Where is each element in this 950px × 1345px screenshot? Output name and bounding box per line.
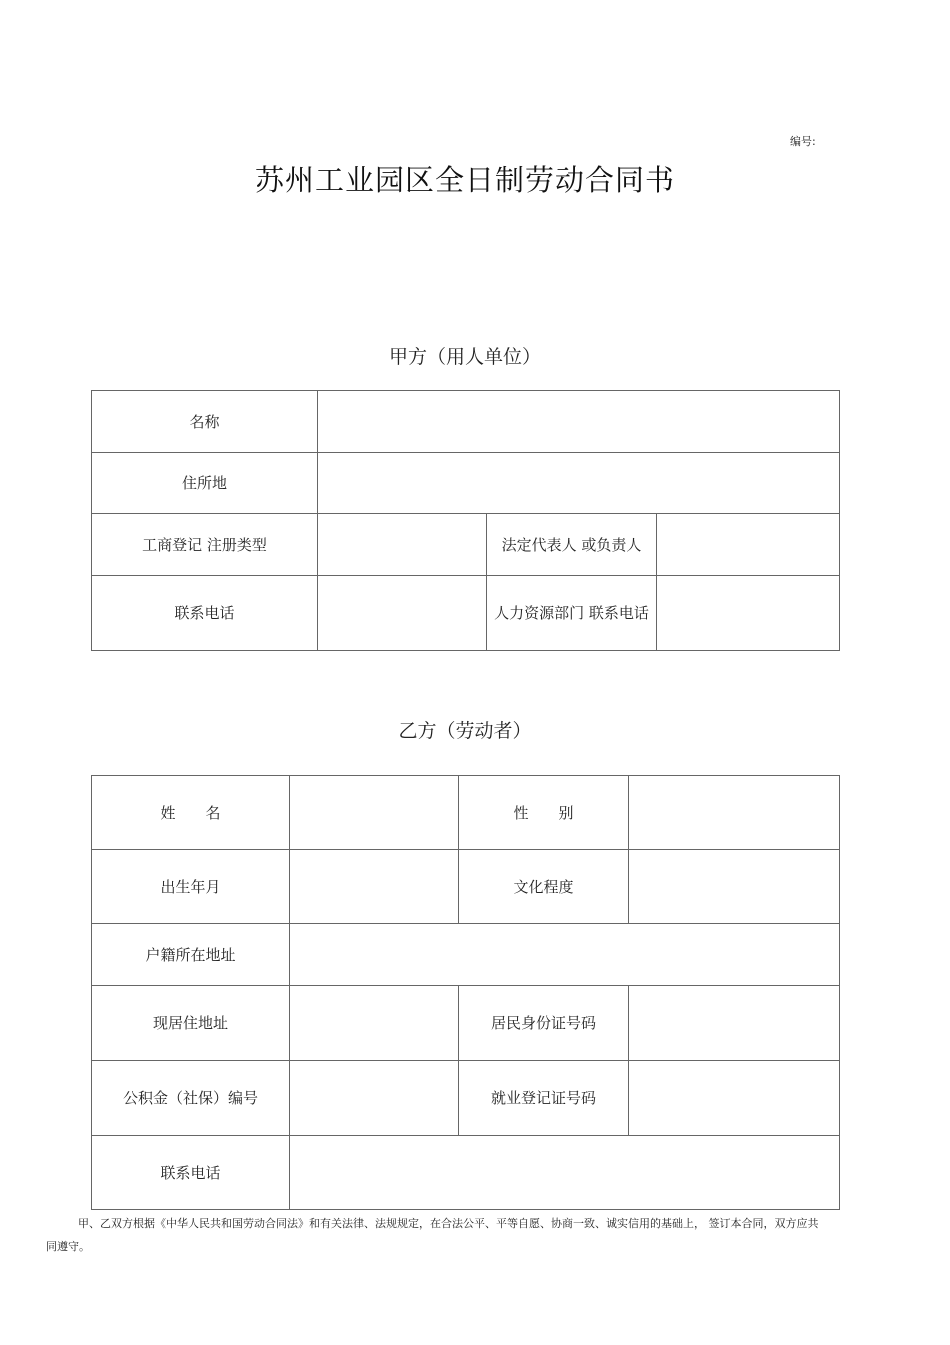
preamble-line-2: 同遵守。 (46, 1240, 90, 1253)
hr-phone-field[interactable] (657, 576, 840, 651)
registration-type-field[interactable] (318, 514, 487, 576)
current-address-label: 现居住地址 (92, 986, 290, 1061)
employer-address-label: 住所地 (92, 453, 318, 514)
legal-representative-label: 法定代表人 或负责人 (487, 514, 657, 576)
id-number-field[interactable] (629, 986, 840, 1061)
worker-phone-label: 联系电话 (92, 1136, 290, 1210)
employer-phone-label: 联系电话 (92, 576, 318, 651)
birth-date-label: 出生年月 (92, 850, 290, 924)
worker-name-field[interactable] (290, 776, 459, 850)
gender-field[interactable] (629, 776, 840, 850)
employer-phone-field[interactable] (318, 576, 487, 651)
contract-preamble (46, 1212, 886, 1258)
employment-registration-field[interactable] (629, 1061, 840, 1136)
hukou-address-field[interactable] (290, 924, 840, 986)
party-a-table (91, 390, 840, 651)
worker-name-label: 姓 名 (92, 776, 290, 850)
serial-number-label: 编号: (790, 135, 816, 148)
education-field[interactable] (629, 850, 840, 924)
employment-registration-label: 就业登记证号码 (459, 1061, 629, 1136)
employer-name-field[interactable] (318, 391, 840, 453)
social-security-field[interactable] (290, 1061, 459, 1136)
worker-phone-field[interactable] (290, 1136, 840, 1210)
preamble-line-1: 甲、乙双方根据《中华人民共和国劳动合同法》和有关法律、法规规定，在合法公平、平等自愿、协商一致、诚实信用的基础上， 签订本合同，双方应共 (78, 1217, 819, 1230)
party-b-heading: 乙方（劳动者） (398, 720, 532, 742)
gender-label: 性 别 (459, 776, 629, 850)
registration-type-label: 工商登记 注册类型 (92, 514, 318, 576)
party-b-table (91, 775, 840, 1210)
legal-representative-field[interactable] (657, 514, 840, 576)
party-a-heading: 甲方（用人单位） (388, 346, 541, 368)
education-label: 文化程度 (459, 850, 629, 924)
social-security-label: 公积金（社保）编号 (92, 1061, 290, 1136)
employer-name-label: 名称 (92, 391, 318, 453)
id-number-label: 居民身份证号码 (459, 986, 629, 1061)
hr-phone-label: 人力资源部门 联系电话 (487, 576, 657, 651)
hukou-address-label: 户籍所在地址 (92, 924, 290, 986)
document-title: 苏州工业园区全日制劳动合同书 (254, 163, 675, 197)
current-address-field[interactable] (290, 986, 459, 1061)
birth-date-field[interactable] (290, 850, 459, 924)
employer-address-field[interactable] (318, 453, 840, 514)
